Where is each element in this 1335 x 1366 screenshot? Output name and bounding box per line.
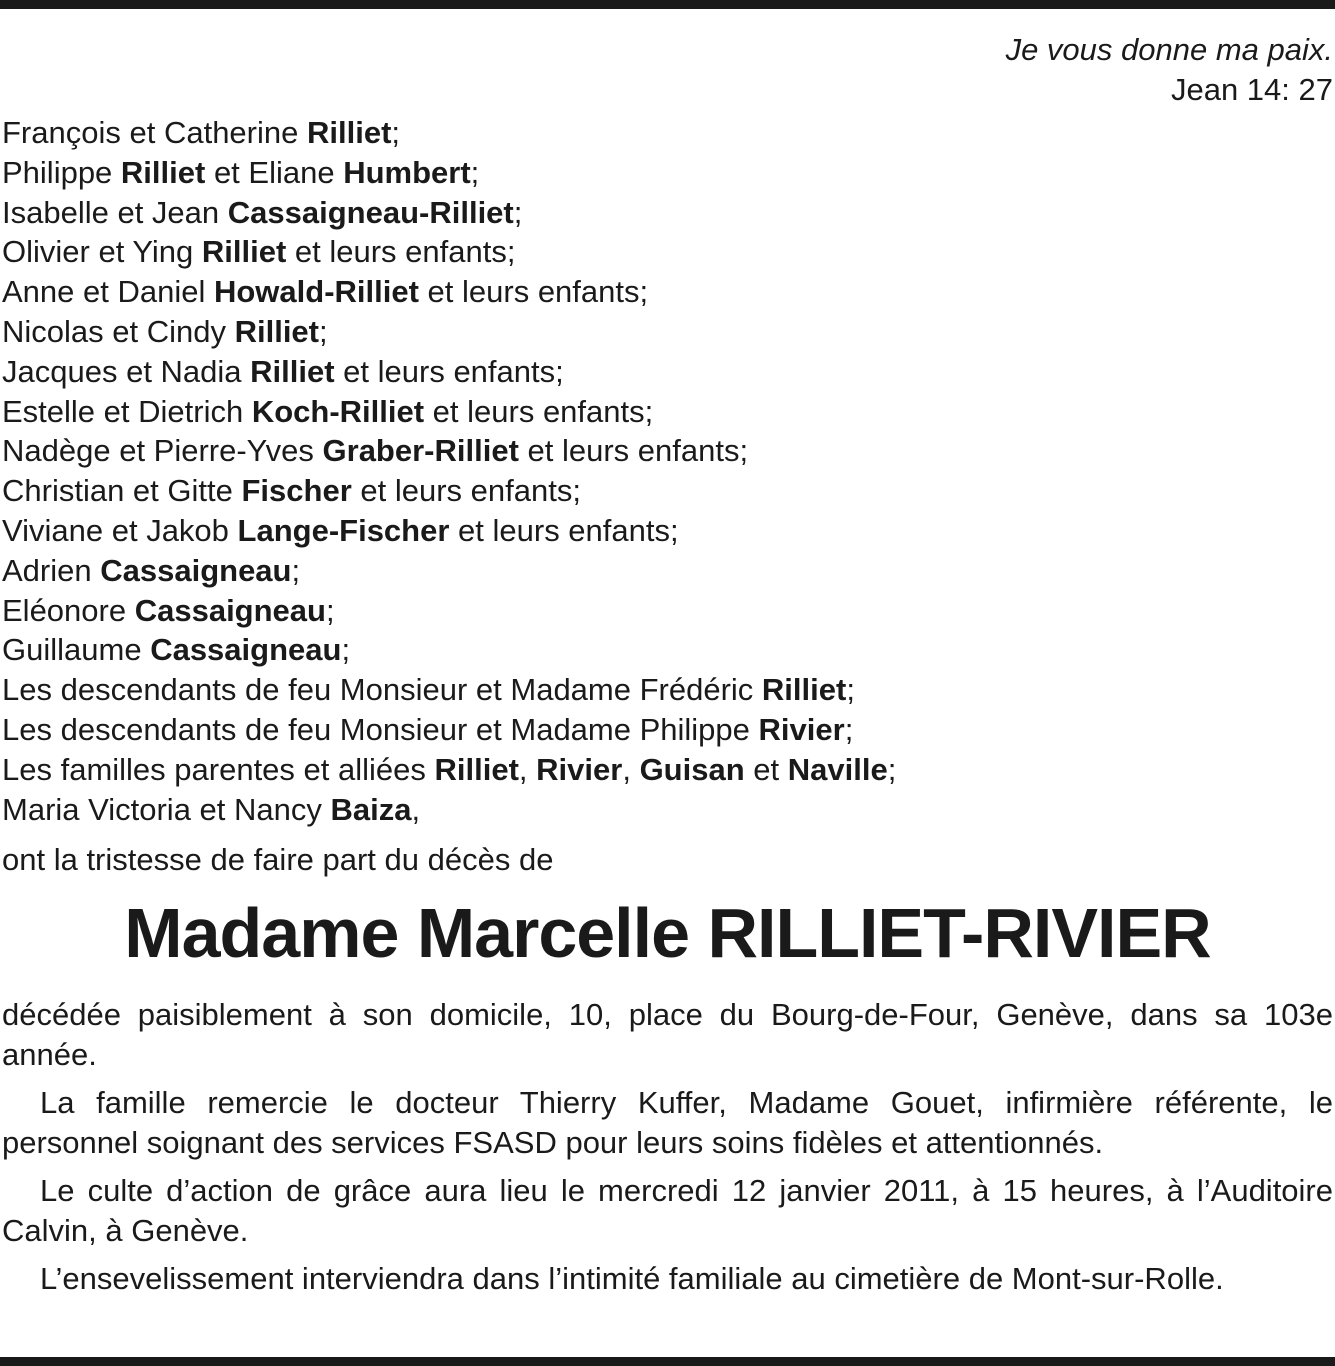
paragraph-thanks: La famille remercie le docteur Thierry Kuffer, Madame Gouet, infirmière référente, le personnel soignant des services FSASD pour leurs soins fidèles et attentionnés. [2,1085,1333,1160]
mourner-line: Estelle et Dietrich Koch-Rilliet et leurs enfants; [2,393,654,429]
mourner-line: Philippe Rilliet et Eliane Humbert; [2,154,480,190]
mourner-line: Olivier et Ying Rilliet et leurs enfants; [2,234,516,270]
mourner-line: Eléonore Cassaigneau; [2,592,335,628]
announcement: ont la tristesse de faire part du décès de [2,842,554,877]
notice-body [2,995,1333,1307]
paragraph-service: Le culte d’action de grâce aura lieu le mercredi 12 janvier 2011, à 15 heures, à l’Auditoire Calvin, à Genève. [2,1173,1333,1248]
mourner-line: Les familles parentes et alliées Rilliet, Rivier, Guisan et Naville; [2,751,897,787]
mourner-line: Viviane et Jakob Lange-Fischer et leurs enfants; [2,512,679,548]
mourner-line: Nicolas et Cindy Rilliet; [2,313,328,349]
mourner-line: Les descendants de feu Monsieur et Madame Philippe Rivier; [2,711,854,747]
mourner-line: Guillaume Cassaigneau; [2,632,351,668]
mourner-line: François et Catherine Rilliet; [2,115,401,150]
mourner-line: Nadège et Pierre-Yves Graber-Rilliet et leurs enfants; [2,433,749,469]
bottom-rule [0,1357,1335,1366]
mourner-line: Maria Victoria et Nancy Baiza, [2,791,421,827]
paragraph-death: décédée paisiblement à son domicile, 10, place du Bourg-de-Four, Genève, dans sa 103e année. [2,997,1333,1072]
paragraph-burial: L’ensevelissement interviendra dans l’intimité familiale au cimetière de Mont-sur-Rolle. [40,1261,1224,1296]
epigraph-reference: Jean 14: 27 [1170,72,1333,107]
mourner-line: Adrien Cassaigneau; [2,552,301,588]
mourner-line: Isabelle et Jean Cassaigneau-Rilliet; [2,194,523,230]
epigraph-quote: Je vous donne ma paix. [1005,32,1333,67]
epigraph [1006,30,1333,110]
mourners-list [2,113,1302,829]
mourner-line: Jacques et Nadia Rilliet et leurs enfants; [2,353,564,389]
deceased-name: Madame Marcelle RILLIET-RIVIER [124,894,1211,972]
mourner-line: Anne et Daniel Howald-Rilliet et leurs enfants; [2,274,649,310]
mourner-line: Christian et Gitte Fischer et leurs enfants; [2,473,581,509]
top-rule [0,0,1335,9]
mourner-line: Les descendants de feu Monsieur et Madame Frédéric Rilliet; [2,672,855,708]
